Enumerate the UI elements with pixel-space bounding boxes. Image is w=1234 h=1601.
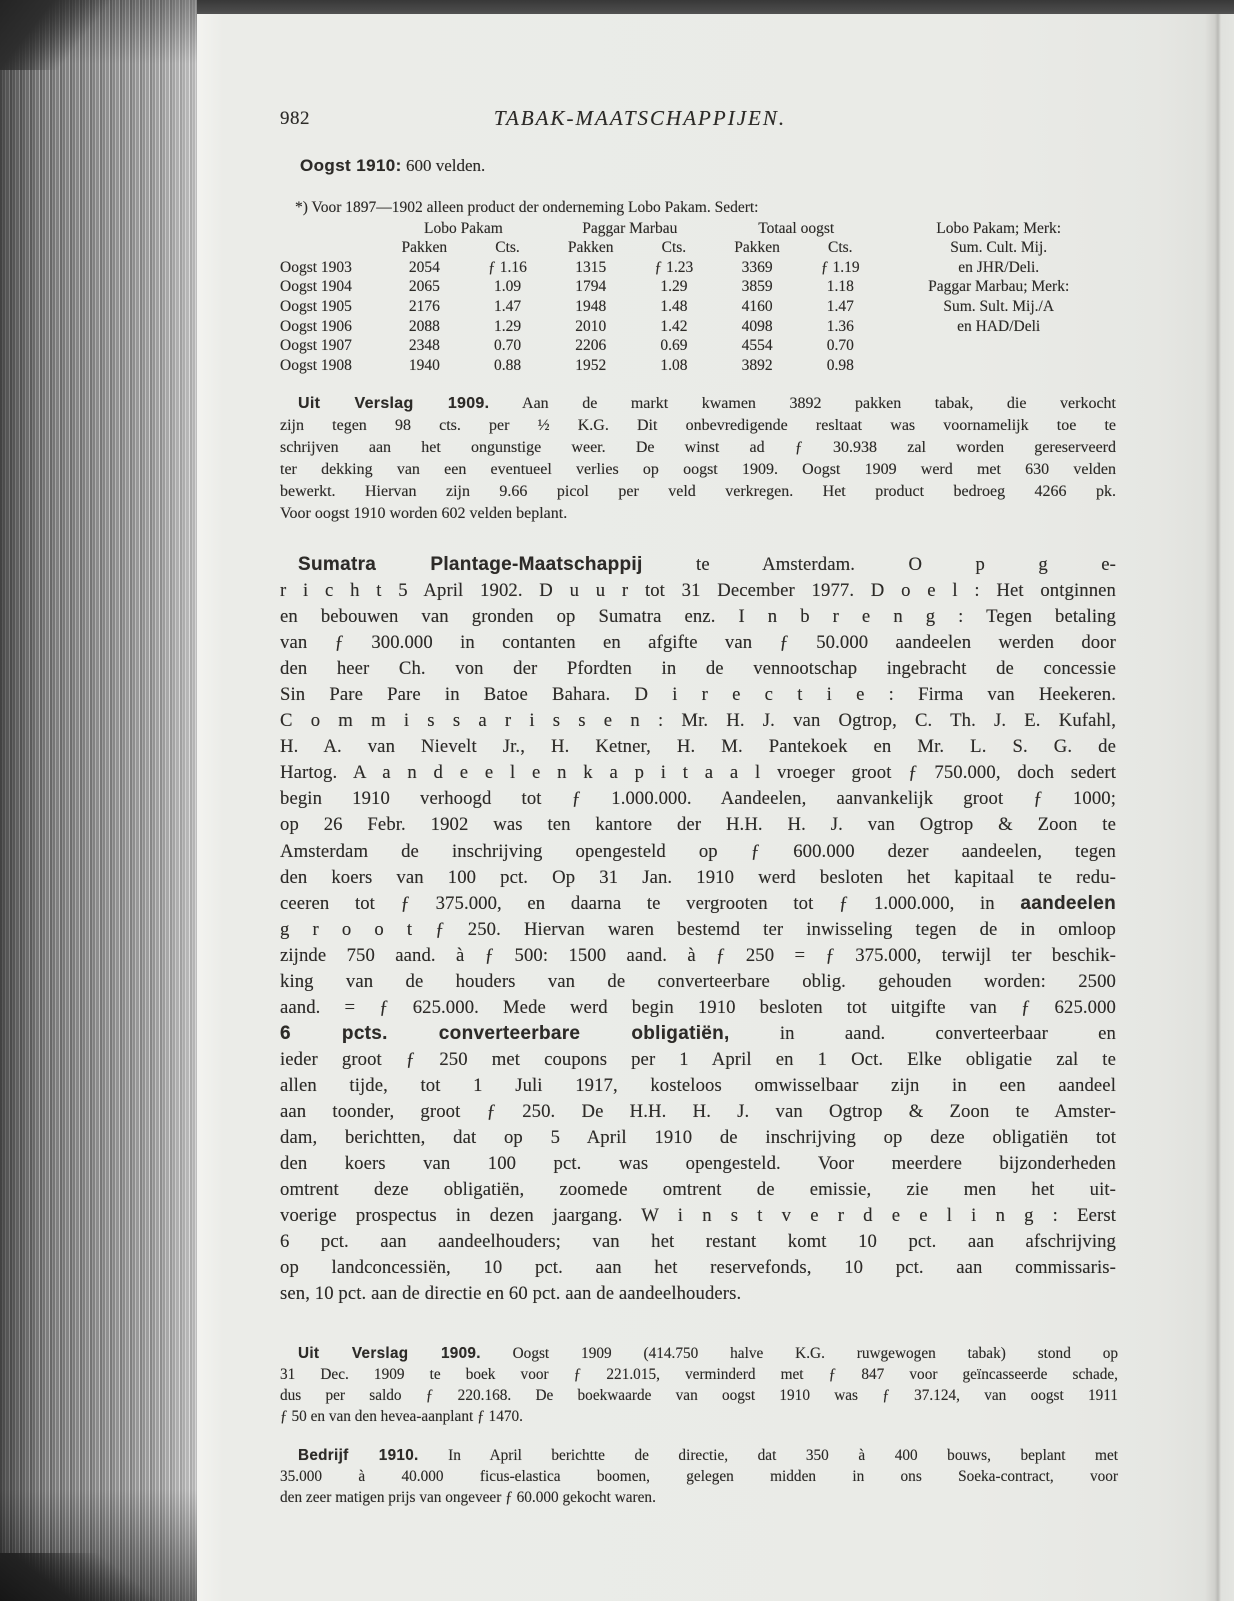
table-cell: 1794 [575,278,607,296]
text-line: ieder groot ƒ 250 met coupons per 1 April en 1 Oct. Elke obligatie zal te [280,1048,1116,1070]
table-cell: 2176 [408,297,440,315]
table-cell: 0.69 [660,337,688,355]
text-line: ceeren tot ƒ 375.000, en daarna te vergrooten tot ƒ 1.000.000, in aandeelen [280,892,1116,914]
row-label: Oogst 1903 [280,258,352,276]
table-cell: 0.70 [826,337,854,355]
text-line: den heer Ch. von der Pfordten in de vennootschap ingebracht de concessie [280,658,1116,680]
column-header: Pakken [734,239,780,257]
text-line: king van de houders van de converteerbare oblig. gehouden worden: 2500 [280,970,1116,992]
table-cell: 1.48 [660,297,688,315]
shadow-bottom-left [0,1553,175,1601]
row-label: Oogst 1908 [280,356,352,374]
text-line: den zeer matigen prijs van ongeveer ƒ 60.000 gekocht waren. [280,1489,656,1507]
table-cell: 1948 [575,297,607,315]
table-cell: 4098 [741,317,773,335]
text-line: H. A. van Nievelt Jr., H. Ketner, H. M. Pantekoek en Mr. L. S. G. de [280,736,1116,758]
table-cell: 1952 [575,356,607,374]
text-line: en bebouwen van gronden op Sumatra enz. I n b r e n g : Tegen betaling [280,606,1116,628]
bold-phrase: Uit Verslag 1909. [298,395,490,412]
text-line: 6 pcts. converteerbare obligatiën, in aand. converteerbaar en [280,1022,1117,1044]
text-line: begin 1910 verhoogd tot ƒ 1.000.000. Aandeelen, aanvankelijk groot ƒ 1000; [280,788,1116,810]
table-cell: ƒ 1.19 [820,258,860,276]
report-1909-detail [280,1343,1118,1427]
row-label: Oogst 1906 [280,317,352,335]
text-line: bewerkt. Hiervan zijn 9.66 picol per veld verkregen. Het product bedroeg 4266 pk. [280,482,1116,500]
text-line: dus per saldo ƒ 220.168. De boekwaarde van oogst 1910 was ƒ 37.124, van oogst 1911 [280,1387,1118,1405]
row-label: Oogst 1907 [280,337,352,355]
text-line: Bedrijf 1910. In April berichtte de directie, dat 350 à 400 bouws, beplant met [298,1447,1118,1464]
text-line: dam, berichtten, dat op 5 April 1910 de inschrijving op deze obligatiën tot [280,1127,1116,1149]
text-line: omtrent deze obligatiën, zoomede omtrent de emissie, zie men het uit- [280,1179,1116,1201]
text-line: Amsterdam de inschrijving opengesteld op ƒ 600.000 dezer aandeelen, tegen [280,840,1116,862]
group-header: Lobo Pakam [424,219,503,237]
text-line: Hartog. A a n d e e l e n k a p i t a a l vroeger groot ƒ 750.000, doch sedert [280,762,1116,784]
merk-note [879,356,1118,376]
text-line: zijnde 750 aand. à ƒ 500: 1500 aand. à ƒ 250 = ƒ 375.000, terwijl ter beschik- [280,944,1116,966]
shadow-top-left [0,0,150,70]
text-line: aand. = ƒ 625.000. Mede werd begin 1910 besloten tot uitgifte van ƒ 625.000 [280,996,1116,1018]
text-line: van ƒ 300.000 in contanten en afgifte van ƒ 50.000 aandeelen werden door [280,632,1116,654]
text-line: Uit Verslag 1909. Aan de markt kwamen 3892 pakken tabak, die verkocht [298,395,1116,412]
footnote-block [280,198,1118,375]
column-header: Cts. [828,239,853,257]
table-cell: 3859 [741,278,773,296]
table-cell: ƒ 1.23 [654,258,694,276]
text-line: C o m m i s s a r i s s e n : Mr. H. J. van Ogtrop, C. Th. J. E. Kufahl, [280,710,1116,732]
table-row [280,336,1118,356]
table-sub-header-row [280,238,1118,258]
column-header: Cts. [661,239,687,257]
text-line: 31 Dec. 1909 te boek voor ƒ 221.015, verminderd met ƒ 847 voor geïncasseerde schade, [280,1366,1118,1384]
text-line: ƒ 50 en van den hevea-aanplant ƒ 1470. [280,1408,523,1426]
table-row [280,277,1118,297]
text-line: sen, 10 pct. aan de directie en 60 pct. aan de aandeelhouders. [280,1283,742,1305]
text-line: r i c h t 5 April 1902. D u u r tot 31 December 1977. D o e l : Het ontginnen [280,580,1116,602]
table-cell: 3369 [741,258,773,276]
text-line: voerige prospectus in dezen jaargang. W i n s t v e r d e e l i n g : Eerst [280,1205,1116,1227]
column-header: Pakken [567,239,614,257]
text-line: Voor oogst 1910 worden 602 velden beplant. [280,504,568,522]
table-cell: 4160 [741,297,773,315]
book-fore-edge [0,0,197,1601]
bold-phrase: Bedrijf 1910. [298,1447,419,1464]
page-number: 982 [280,108,310,129]
table-cell: 1.29 [660,278,688,296]
operations-1910 [280,1445,1118,1508]
harvest-value: 600 velden. [405,156,486,175]
group-header: Paggar Marbau [582,219,678,237]
table-cell: 1.36 [826,317,854,335]
footnote-intro: *) Voor 1897—1902 alleen product der onderneming Lobo Pakam. Sedert: [295,199,759,216]
row-label: Oogst 1904 [280,278,352,296]
text-line: den koers van 100 pct. was opengesteld. Voor meerdere bijzonderheden [280,1153,1116,1175]
row-label: Oogst 1905 [280,297,352,315]
bold-phrase: 6 pcts. converteerbare obligatiën, [280,1022,730,1044]
text-line: allen tijde, tot 1 Juli 1917, kosteloos omwisselbaar zijn in een aandeel [280,1074,1116,1096]
table-cell: 0.88 [493,356,522,374]
table-cell: 1940 [408,356,440,374]
table-cell: 1.42 [660,317,688,335]
table-cell: 2054 [408,258,440,276]
table-cell: 2348 [408,337,440,355]
merk-note: Paggar Marbau; Merk: [928,278,1070,296]
merk-sub-header: Sum. Cult. Mij. [950,239,1048,257]
harvest-label: Oogst 1910: [300,156,402,175]
text-line: aan toonder, groot ƒ 250. De H.H. H. J. van Ogtrop & Zoon te Amster- [280,1100,1116,1122]
table-cell: 2065 [408,278,440,296]
bold-phrase: Sumatra Plantage-Maatschappij [298,554,643,575]
table-row [280,356,1118,376]
text-line: den koers van 100 pct. Op 31 Jan. 1910 werd besloten het kapitaal te redu- [280,866,1116,888]
bold-phrase: aandeelen [1020,892,1116,914]
table-cell: 2206 [575,337,607,355]
column-header: Cts. [495,239,520,257]
bold-phrase: Uit Verslag 1909. [298,1345,481,1362]
text-line: ter dekking van een eventueel verlies op oogst 1909. Oogst 1909 werd met 630 velden [280,460,1116,478]
text-line: Sin Pare Pare in Batoe Bahara. D i r e c t i e : Firma van Heekeren. [280,684,1116,706]
table-cell: 2010 [575,317,607,335]
table-cell: 1315 [575,258,607,276]
merk-note: Sum. Sult. Mij./A [943,297,1055,315]
table-cell: 0.98 [826,356,854,374]
table-cell: ƒ 1.16 [488,258,527,276]
text-line: Sumatra Plantage-Maatschappij te Amsterdam. O p g e- [298,554,1116,575]
group-header: Totaal oogst [758,219,835,237]
footnote-table [280,219,1118,376]
table-cell: 1.47 [826,297,854,315]
running-header: TABAK-MAATSCHAPPIJEN. [493,106,787,130]
table-cell: 3892 [741,356,773,374]
table-cell: 4554 [741,337,773,355]
text-line: op landconcessiën, 10 pct. aan het reservefonds, 10 pct. aan commissaris- [280,1257,1116,1279]
text-line: zijn tegen 98 cts. per ½ K.G. Dit onbevredigende resltaat was voornamelijk toe te [280,416,1116,434]
merk-note [879,336,1118,356]
harvest-line [300,156,485,176]
sumatra-section [280,552,1116,1307]
table-cell: 1.29 [493,317,522,335]
table-cell: 1.18 [826,278,854,296]
text-line: g r o o t ƒ 250. Hiervan waren bestemd ter inwisseling tegen de in omloop [280,918,1116,940]
table-cell: 0.70 [493,337,522,355]
merk-note: en JHR/Deli. [958,258,1040,276]
table-cell: 1.08 [660,356,688,374]
table-cell: 1.09 [493,278,522,296]
table-row [280,317,1118,337]
column-header: Pakken [401,239,448,257]
table-cell: 2088 [408,317,440,335]
text-line: 6 pct. aan aandeelhouders; van het restant komt 10 pct. aan afschrijving [280,1231,1116,1253]
table-group-header-row [280,219,1118,239]
text-line: Uit Verslag 1909. Oogst 1909 (414.750 halve K.G. ruwgewogen tabak) stond op [298,1345,1118,1362]
merk-note: en HAD/Deli [957,317,1041,335]
table-row [280,258,1118,278]
report-1909-summary [280,393,1116,524]
text-line: 35.000 à 40.000 ficus-elastica boomen, gelegen midden in ons Soeka-contract, voor [280,1468,1118,1486]
merk-header: Lobo Pakam; Merk: [936,219,1062,237]
text-line: op 26 Febr. 1902 was ten kantore der H.H. H. J. van Ogtrop & Zoon te [280,814,1116,836]
text-line: schrijven aan het ongunstige weer. De winst ad ƒ 30.938 zal worden gereserveerd [280,438,1116,456]
table-cell: 1.47 [493,297,522,315]
table-row [280,297,1118,317]
